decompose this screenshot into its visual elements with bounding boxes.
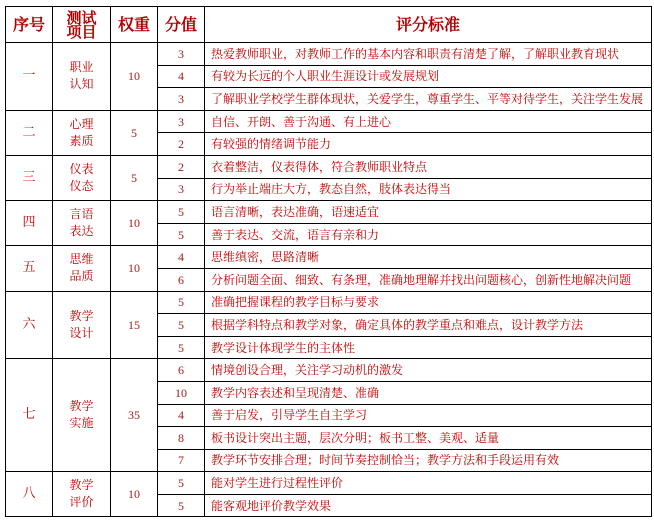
criteria-cell: 衣着整洁，仪表得体，符合教师职业特点 (205, 155, 652, 178)
item-cell (53, 246, 111, 291)
seq-cell: 八 (6, 472, 53, 517)
table-row (6, 201, 652, 224)
score-cell: 5 (158, 291, 205, 314)
table-row (6, 43, 652, 66)
seq-cell: 二 (6, 110, 53, 155)
criteria-cell: 板书设计突出主题，层次分明；板书工整、美观、适量 (205, 427, 652, 450)
table-row (6, 246, 652, 269)
score-cell: 3 (158, 178, 205, 201)
item-label: 仪表仪态 (69, 162, 94, 194)
criteria-cell: 了解职业学校学生群体现状，关爱学生，尊重学生、平等对待学生，关注学生发展 (205, 88, 652, 111)
weight-cell: 10 (111, 472, 158, 517)
criteria-cell: 教学设计体现学生的主体性 (205, 336, 652, 359)
item-label: 心理素质 (69, 116, 94, 148)
criteria-cell: 善于启发，引导学生自主学习 (205, 404, 652, 427)
weight-cell: 10 (111, 246, 158, 291)
item-label: 教学评价 (69, 478, 94, 510)
item-label: 思维品质 (69, 252, 94, 284)
score-cell: 4 (158, 246, 205, 269)
seq-cell: 七 (6, 359, 53, 472)
table-row (6, 359, 652, 382)
item-cell (53, 155, 111, 200)
score-cell: 5 (158, 472, 205, 495)
item-cell (53, 201, 111, 246)
header-weight: 权重 (111, 7, 158, 43)
criteria-cell: 热爱教师职业，对教师工作的基本内容和职责有清楚了解，了解职业教育现状 (205, 43, 652, 66)
score-cell: 2 (158, 133, 205, 156)
score-cell: 3 (158, 110, 205, 133)
score-cell: 3 (158, 43, 205, 66)
criteria-cell: 能对学生进行过程性评价 (205, 472, 652, 495)
score-cell: 5 (158, 336, 205, 359)
header-item: 测试项目 (53, 7, 111, 43)
score-cell: 5 (158, 201, 205, 224)
header-seq: 序号 (6, 7, 53, 43)
criteria-cell: 情境创设合理，关注学习动机的激发 (205, 359, 652, 382)
score-cell: 8 (158, 427, 205, 450)
weight-cell: 5 (111, 155, 158, 200)
item-cell (53, 472, 111, 517)
score-cell: 3 (158, 88, 205, 111)
header-criteria: 评分标准 (205, 7, 652, 43)
seq-cell: 六 (6, 291, 53, 359)
item-label: 言语表达 (69, 207, 94, 239)
score-cell: 5 (158, 223, 205, 246)
seq-cell: 五 (6, 246, 53, 291)
seq-cell: 三 (6, 155, 53, 200)
table-body (6, 43, 652, 517)
criteria-cell: 有较强的情绪调节能力 (205, 133, 652, 156)
score-cell: 4 (158, 404, 205, 427)
criteria-cell: 行为举止端庄大方，教态自然，肢体表达得当 (205, 178, 652, 201)
header-score: 分值 (158, 7, 205, 43)
score-cell: 10 (158, 381, 205, 404)
criteria-cell: 能客观地评价教学效果 (205, 494, 652, 517)
score-cell: 6 (158, 359, 205, 382)
criteria-cell: 分析问题全面、细致、有条理，准确地理解并找出问题核心，创新性地解决问题 (205, 268, 652, 291)
criteria-cell: 有较为长远的个人职业生涯设计或发展规划 (205, 65, 652, 88)
score-cell: 5 (158, 314, 205, 337)
criteria-cell: 准确把握课程的教学目标与要求 (205, 291, 652, 314)
item-cell (53, 43, 111, 111)
item-cell (53, 359, 111, 472)
weight-cell: 10 (111, 201, 158, 246)
item-cell (53, 110, 111, 155)
criteria-cell: 善于表达、交流，语言有亲和力 (205, 223, 652, 246)
table-row (6, 472, 652, 495)
weight-cell: 5 (111, 110, 158, 155)
table-row (6, 155, 652, 178)
item-label: 教学设计 (69, 308, 94, 340)
score-cell: 7 (158, 449, 205, 472)
header-row (6, 7, 652, 43)
criteria-cell: 根据学科特点和教学对象，确定具体的教学重点和难点，设计教学方法 (205, 314, 652, 337)
score-cell: 6 (158, 268, 205, 291)
item-cell (53, 291, 111, 359)
criteria-cell: 语言清晰，表达准确，语速适宜 (205, 201, 652, 224)
criteria-cell: 教学环节安排合理；时间节奏控制恰当；教学方法和手段运用有效 (205, 449, 652, 472)
score-cell: 4 (158, 65, 205, 88)
seq-cell: 一 (6, 43, 53, 111)
weight-cell: 35 (111, 359, 158, 472)
seq-cell: 四 (6, 201, 53, 246)
weight-cell: 10 (111, 43, 158, 111)
score-cell: 5 (158, 494, 205, 517)
table-row (6, 110, 652, 133)
table-row (6, 291, 652, 314)
item-label: 教学实施 (69, 399, 94, 431)
scoring-table (5, 6, 652, 517)
criteria-cell: 自信、开朗、善于沟通、有上进心 (205, 110, 652, 133)
criteria-cell: 教学内容表述和呈现清楚、准确 (205, 381, 652, 404)
weight-cell: 15 (111, 291, 158, 359)
item-label: 职业认知 (69, 60, 94, 92)
score-cell: 2 (158, 155, 205, 178)
criteria-cell: 思维缜密，思路清晰 (205, 246, 652, 269)
